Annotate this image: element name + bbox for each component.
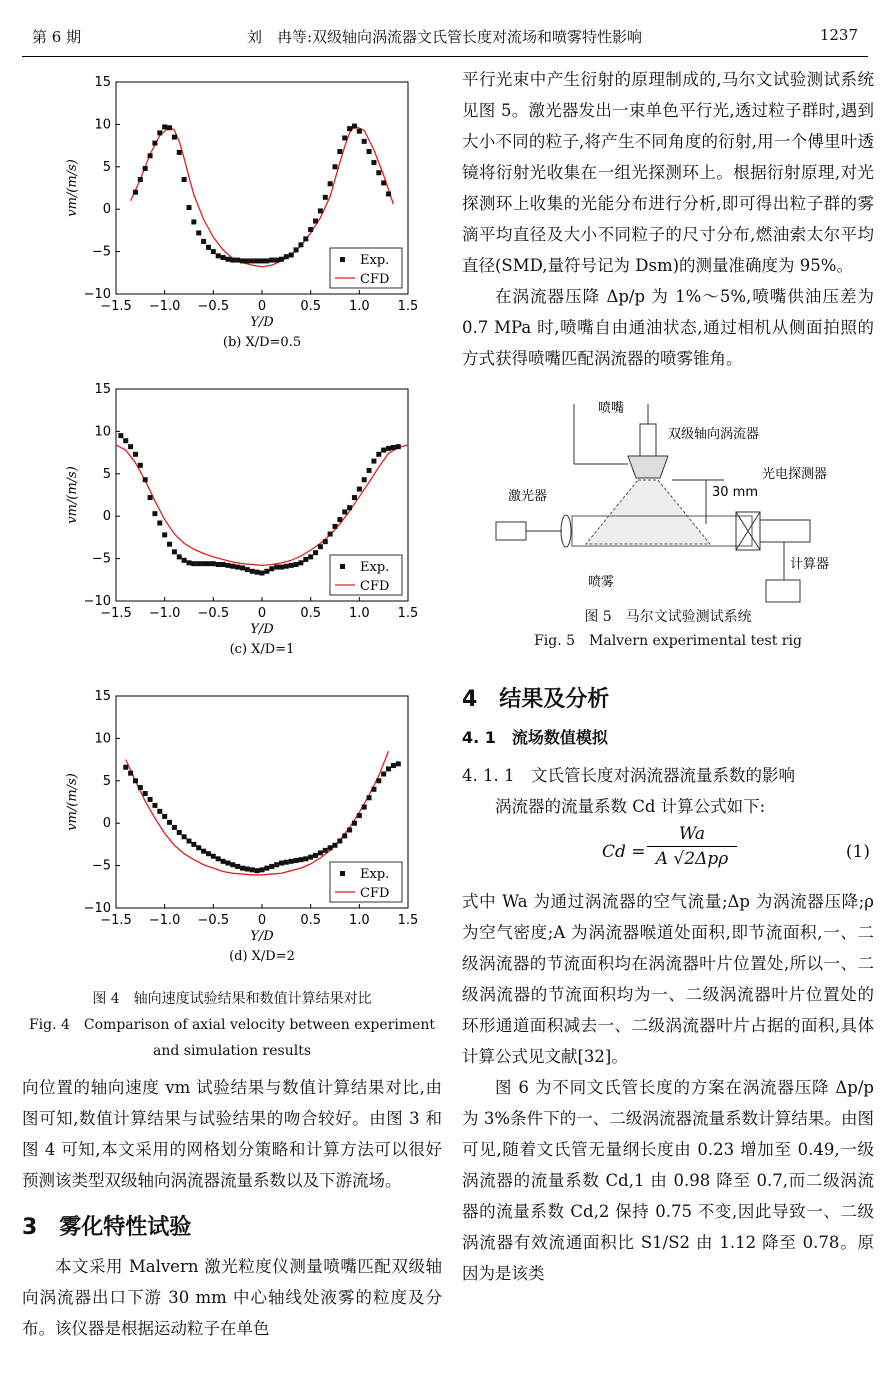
x-tick-label: 1.5 — [397, 913, 419, 928]
figure4-caption — [22, 986, 442, 1064]
exp-point — [357, 487, 362, 492]
figure4-panel-d — [62, 688, 422, 978]
x-tick-label: 0.5 — [300, 299, 322, 314]
exp-point — [167, 125, 172, 130]
spray-cone — [586, 480, 710, 544]
exp-point — [152, 511, 157, 516]
exp-point — [177, 150, 182, 155]
exp-point — [255, 868, 260, 873]
x-tick-label: 0 — [257, 299, 267, 314]
exp-point — [201, 561, 206, 566]
exp-point — [362, 139, 367, 144]
exp-point — [274, 565, 279, 570]
y-tick-label: 5 — [102, 773, 111, 789]
exp-point — [352, 124, 357, 129]
exp-point — [328, 845, 333, 850]
exp-point — [381, 448, 386, 453]
x-tick-label: −1.0 — [148, 299, 181, 314]
exp-point — [386, 191, 391, 196]
exp-point — [245, 567, 250, 572]
exp-point — [274, 258, 279, 263]
exp-point — [172, 135, 177, 140]
exp-point — [371, 787, 376, 792]
exp-point — [318, 544, 323, 549]
equation-lhs: Cd = — [602, 842, 646, 862]
x-tick-label: −0.5 — [197, 606, 230, 621]
exp-point — [167, 820, 172, 825]
fig5-label-spray: 喷雾 — [588, 575, 615, 590]
exp-point — [255, 570, 260, 575]
exp-point — [391, 445, 396, 450]
exp-point — [157, 809, 162, 814]
exp-point — [221, 562, 226, 567]
exp-point — [152, 141, 157, 146]
y-tick-label: 0 — [102, 509, 111, 525]
cfd-line — [131, 126, 394, 267]
running-title: 刘 冉等:双级轴向涡流器文氏管长度对流场和喷雾特性影响 — [247, 28, 643, 46]
y-tick-label: −5 — [91, 551, 111, 567]
exp-point — [279, 861, 284, 866]
exp-point — [216, 562, 221, 567]
exp-point — [367, 795, 372, 800]
equation-numerator: Wa — [647, 824, 737, 847]
x-axis-label: Y/D — [250, 929, 274, 944]
x-axis-label: Y/D — [250, 315, 274, 330]
exp-point — [298, 560, 303, 565]
legend-cfd-label: CFD — [360, 886, 390, 901]
velocity-chart-b — [62, 74, 422, 364]
lens-1 — [561, 515, 571, 547]
malvern-diagram — [462, 394, 874, 614]
exp-point — [308, 227, 313, 232]
exp-point — [274, 862, 279, 867]
exp-point — [216, 253, 221, 258]
exp-point — [303, 236, 308, 241]
legend-exp-label: Exp. — [360, 560, 390, 575]
exp-point — [294, 247, 299, 252]
exp-point — [357, 129, 362, 134]
exp-point — [162, 532, 167, 537]
figure4-panel-c — [62, 381, 422, 671]
exp-point — [187, 839, 192, 844]
exp-point — [133, 778, 138, 783]
exp-point — [245, 866, 250, 871]
page-header — [22, 16, 868, 57]
exp-point — [333, 164, 338, 169]
equation-denominator: A √2Δpρ — [655, 849, 729, 869]
exp-point — [308, 554, 313, 559]
exp-point — [196, 845, 201, 850]
legend-exp-marker — [340, 257, 345, 262]
right-paragraph-2: 在涡流器压降 Δp/p 为 1%～5%,喷嘴供油压差为 0.7 MPa 时,喷嘴自由通油状态,通过相机从侧面拍照的方式获得喷嘴匹配涡流器的喷雾锥角。 — [462, 287, 874, 368]
exp-point — [318, 208, 323, 213]
x-tick-label: −1.5 — [100, 913, 132, 928]
exp-point — [211, 561, 216, 566]
exp-point — [128, 444, 133, 449]
exp-point — [376, 452, 381, 457]
y-tick-label: 5 — [102, 159, 111, 175]
figure5 — [462, 374, 874, 654]
exp-point — [196, 561, 201, 566]
fig5-label-distance: 30 mm — [712, 485, 759, 500]
exp-point — [294, 858, 299, 863]
exp-point — [123, 438, 128, 443]
y-tick-label: 15 — [94, 382, 111, 397]
fig5-label-laser: 激光器 — [508, 489, 548, 504]
exp-point — [250, 867, 255, 872]
x-tick-label: 0 — [257, 913, 267, 928]
legend-cfd-label: CFD — [360, 272, 390, 287]
exp-point — [143, 166, 148, 171]
exp-point — [333, 843, 338, 848]
left-paragraph-1: 向位置的轴向速度 vm 试验结果与数值计算结果对比,由图可知,数值计算结果与试验结果的吻合较好。由图 3 和图 4 可知,本文采用的网格划分策略和计算方法可以很好预测该类型双级轴向涡流器流量系数以及下游流场。 — [22, 1078, 442, 1190]
exp-point — [138, 785, 143, 790]
equation-fraction — [647, 824, 737, 869]
exp-point — [342, 509, 347, 514]
figure4-caption-en-1: Fig. 4 Comparison of axial velocity between experiment — [28, 1017, 436, 1033]
exp-point — [264, 569, 269, 574]
exp-point — [167, 542, 172, 547]
left-paragraph-2: 本文采用 Malvern 激光粒度仪测量喷嘴匹配双级轴向涡流器出口下游 30 mm 中心轴线处液雾的粒度及分布。该仪器是根据运动粒子在单色 — [22, 1257, 442, 1338]
page-number: 1237 — [819, 26, 858, 44]
legend-exp-label: Exp. — [360, 867, 390, 882]
exp-point — [177, 830, 182, 835]
exp-point — [118, 433, 123, 438]
y-tick-label: 0 — [102, 202, 111, 218]
velocity-chart-c — [62, 381, 422, 671]
legend-exp-marker — [340, 564, 345, 569]
exp-point — [138, 177, 143, 182]
exp-point — [284, 254, 289, 259]
exp-point — [162, 814, 167, 819]
right-paragraph-1: 平行光束中产生衍射的原理制成的,马尔文试验测试系统见图 5。激光器发出一束单色平行光,透过粒子群时,遇到大小不同的粒子,将产生不同角度的衍射,用一个傅里叶透镜将衍射光收集在一组光探测环上。根据衍射原理,对光探测环上收集的光能分布进行分析,即可得出粒子群的雾滴平均直径及大小不同粒子的尺寸分布,燃油索太尔平均直径(SMD,量符号记为 Dsm)的测量准确度为 95%。 — [462, 70, 874, 275]
exp-point — [391, 763, 396, 768]
exp-point — [225, 861, 230, 866]
exp-point — [123, 765, 128, 770]
fig5-label-swirler: 双级轴向涡流器 — [668, 427, 760, 442]
x-tick-label: −1.0 — [148, 606, 181, 621]
x-tick-label: 0.5 — [300, 913, 322, 928]
x-tick-label: −1.5 — [100, 299, 132, 314]
exp-point — [352, 821, 357, 826]
y-axis-label: vm/(m/s) — [65, 159, 80, 217]
x-tick-label: 1.0 — [348, 299, 370, 314]
section-4-1-title: 4. 1 流场数值模拟 — [462, 728, 608, 747]
exp-point — [143, 791, 148, 796]
right-paragraph-5: 图 6 为不同文氏管长度的方案在涡流器压降 Δp/p 为 3%条件下的一、二级涡流器流量系数计算结果。由图可见,随着文氏管无量纲长度由 0.23 增加至 0.49,一级涡流器的流量系数 Cd,1 由 0.98 降至 0.7,而二级涡流器的流量系数 Cd,2 保持 0.75 不变,因此导致一、二级涡流器有效流通面积比 S1/S2 由 1.12 降至 0.78。原因为是该类 — [462, 1078, 874, 1283]
exp-point — [303, 856, 308, 861]
exp-point — [172, 549, 177, 554]
exp-point — [289, 563, 294, 568]
exp-point — [216, 856, 221, 861]
exp-point — [235, 565, 240, 570]
x-tick-label: −0.5 — [197, 299, 230, 314]
y-tick-label: −5 — [91, 244, 111, 260]
exp-point — [362, 805, 367, 810]
exp-point — [221, 859, 226, 864]
legend-cfd-label: CFD — [360, 579, 390, 594]
x-tick-label: 1.0 — [348, 606, 370, 621]
exp-point — [279, 257, 284, 262]
figure4-caption-cn: 图 4 轴向速度试验结果和数值计算结果对比 — [92, 991, 372, 1007]
exp-point — [187, 205, 192, 210]
exp-point — [284, 564, 289, 569]
y-tick-label: 0 — [102, 816, 111, 832]
exp-point — [157, 520, 162, 525]
exp-point — [143, 477, 148, 482]
right-paragraph-4: 式中 Wa 为通过涡流器的空气流量;Δp 为涡流器压降;ρ 为空气密度;A 为涡流器喉道处面积,即节流面积,一、二级涡流器的节流面积均在涡流器叶片位置处,所以一、二级涡流器的节流面积均为一、二级涡流器叶片位置处的环形通道面积减去一、二级涡流器叶片占据的面积,具体计算公式见文献[32]。 — [462, 892, 874, 1066]
x-tick-label: −0.5 — [197, 913, 230, 928]
exp-point — [201, 239, 206, 244]
exp-point — [328, 181, 333, 186]
computer-box — [766, 580, 800, 602]
exp-point — [148, 797, 153, 802]
figure4-panel-b — [62, 74, 422, 364]
exp-point — [260, 571, 265, 576]
exp-point — [323, 848, 328, 853]
y-tick-label: −10 — [83, 287, 111, 302]
x-axis-label: Y/D — [250, 622, 274, 637]
y-axis-label: vm/(m/s) — [65, 773, 80, 831]
exp-point — [260, 258, 265, 263]
x-tick-label: −1.5 — [100, 606, 132, 621]
velocity-chart-d — [62, 688, 422, 978]
exp-point — [323, 539, 328, 544]
exp-point — [177, 554, 182, 559]
exp-point — [362, 477, 367, 482]
exp-point — [337, 149, 342, 154]
exp-point — [337, 839, 342, 844]
exp-point — [211, 249, 216, 254]
exp-point — [279, 565, 284, 570]
exp-point — [157, 130, 162, 135]
exp-point — [240, 866, 245, 871]
nozzle-body — [640, 424, 656, 458]
x-tick-label: 0.5 — [300, 606, 322, 621]
exp-point — [284, 860, 289, 865]
section-4-title: 4 结果及分析 — [462, 687, 610, 712]
cfd-line — [116, 445, 408, 565]
x-tick-label: −1.0 — [148, 913, 181, 928]
x-tick-label: 1.0 — [348, 913, 370, 928]
figure5-caption-cn: 图 5 马尔文试验测试系统 — [584, 609, 752, 625]
exp-point — [396, 761, 401, 766]
exp-point — [333, 524, 338, 529]
y-tick-label: 5 — [102, 466, 111, 482]
y-tick-label: 10 — [94, 424, 111, 440]
exp-point — [206, 245, 211, 250]
exp-point — [342, 135, 347, 140]
exp-point — [313, 550, 318, 555]
equation-number: (1) — [845, 842, 870, 862]
exp-point — [367, 468, 372, 473]
exp-point — [206, 851, 211, 856]
fig5-label-detector: 光电探测器 — [762, 467, 828, 482]
fig5-label-nozzle: 喷嘴 — [598, 401, 625, 416]
exp-point — [240, 258, 245, 263]
exp-point — [182, 558, 187, 563]
right-paragraph-3: 涡流器的流量系数 Cd 计算公式如下: — [495, 797, 766, 816]
figure4-caption-en-2: and simulation results — [152, 1043, 312, 1059]
exp-point — [206, 561, 211, 566]
exp-point — [313, 853, 318, 858]
exp-point — [264, 866, 269, 871]
exp-point — [308, 855, 313, 860]
exp-point — [386, 766, 391, 771]
exp-point — [294, 562, 299, 567]
exp-point — [318, 850, 323, 855]
exp-point — [367, 149, 372, 154]
exp-point — [303, 557, 308, 562]
exp-point — [376, 170, 381, 175]
exp-point — [347, 126, 352, 131]
exp-point — [298, 242, 303, 247]
panel-label: (b) X/D=0.5 — [222, 335, 302, 350]
exp-point — [235, 258, 240, 263]
exp-point — [250, 258, 255, 263]
exp-point — [260, 867, 265, 872]
legend-exp-label: Exp. — [360, 253, 390, 268]
exp-point — [289, 859, 294, 864]
exp-point — [357, 813, 362, 818]
exp-point — [269, 864, 274, 869]
exp-point — [328, 532, 333, 537]
exp-point — [396, 444, 401, 449]
exp-point — [298, 857, 303, 862]
x-tick-label: 1.5 — [397, 606, 419, 621]
issue-number: 第 6 期 — [32, 28, 82, 46]
exp-point — [162, 124, 167, 129]
exp-point — [221, 255, 226, 260]
y-axis-label: vm/(m/s) — [65, 466, 80, 524]
exp-point — [138, 463, 143, 468]
exp-point — [289, 252, 294, 257]
exp-point — [128, 771, 133, 776]
figure5-caption-en: Fig. 5 Malvern experimental test rig — [534, 633, 802, 649]
left-column — [22, 64, 442, 1394]
y-tick-label: −5 — [91, 858, 111, 874]
panel-label: (d) X/D=2 — [229, 949, 295, 964]
y-tick-label: 15 — [94, 75, 111, 90]
exp-point — [376, 778, 381, 783]
exp-point — [182, 834, 187, 839]
section-3-title: 3 雾化特性试验 — [22, 1215, 192, 1240]
equation-1 — [462, 822, 874, 886]
exp-point — [269, 566, 274, 571]
exp-point — [133, 190, 138, 195]
fig5-label-computer: 计算器 — [790, 557, 830, 572]
exp-point — [313, 219, 318, 224]
exp-point — [337, 517, 342, 522]
exp-point — [342, 833, 347, 838]
exp-point — [264, 258, 269, 263]
exp-point — [196, 230, 201, 235]
exp-point — [225, 563, 230, 568]
exp-point — [172, 825, 177, 830]
exp-point — [230, 862, 235, 867]
exp-point — [240, 565, 245, 570]
section-4-1-1-title: 4. 1. 1 文氏管长度对涡流器流量系数的影响 — [462, 766, 795, 785]
exp-point — [371, 459, 376, 464]
exp-point — [201, 849, 206, 854]
exp-point — [148, 153, 153, 158]
exp-point — [187, 560, 192, 565]
exp-point — [371, 160, 376, 165]
exp-point — [182, 177, 187, 182]
y-tick-label: 15 — [94, 689, 111, 704]
exp-point — [225, 257, 230, 262]
exp-point — [352, 495, 357, 500]
laser-box — [496, 522, 526, 540]
exp-point — [245, 258, 250, 263]
y-tick-label: 10 — [94, 731, 111, 747]
exp-point — [386, 446, 391, 451]
exp-point — [152, 803, 157, 808]
exp-point — [191, 842, 196, 847]
exp-point — [191, 561, 196, 566]
exp-point — [381, 772, 386, 777]
exp-point — [250, 569, 255, 574]
exp-point — [230, 564, 235, 569]
y-tick-label: −10 — [83, 901, 111, 916]
exp-point — [347, 505, 352, 510]
exp-point — [269, 258, 274, 263]
exp-point — [148, 495, 153, 500]
y-tick-label: 10 — [94, 117, 111, 133]
cfd-line — [126, 751, 389, 875]
exp-point — [235, 864, 240, 869]
exp-point — [191, 219, 196, 224]
y-tick-label: −10 — [83, 594, 111, 609]
detector-housing — [760, 520, 810, 542]
exp-point — [381, 180, 386, 185]
exp-point — [323, 195, 328, 200]
exp-point — [230, 258, 235, 263]
exp-point — [347, 827, 352, 832]
x-tick-label: 1.5 — [397, 299, 419, 314]
exp-point — [133, 452, 138, 457]
right-column — [462, 64, 874, 1289]
legend-exp-marker — [340, 871, 345, 876]
exp-point — [255, 258, 260, 263]
exp-point — [211, 854, 216, 859]
swirler-shape — [628, 456, 668, 478]
panel-label: (c) X/D=1 — [229, 642, 295, 657]
x-tick-label: 0 — [257, 606, 267, 621]
